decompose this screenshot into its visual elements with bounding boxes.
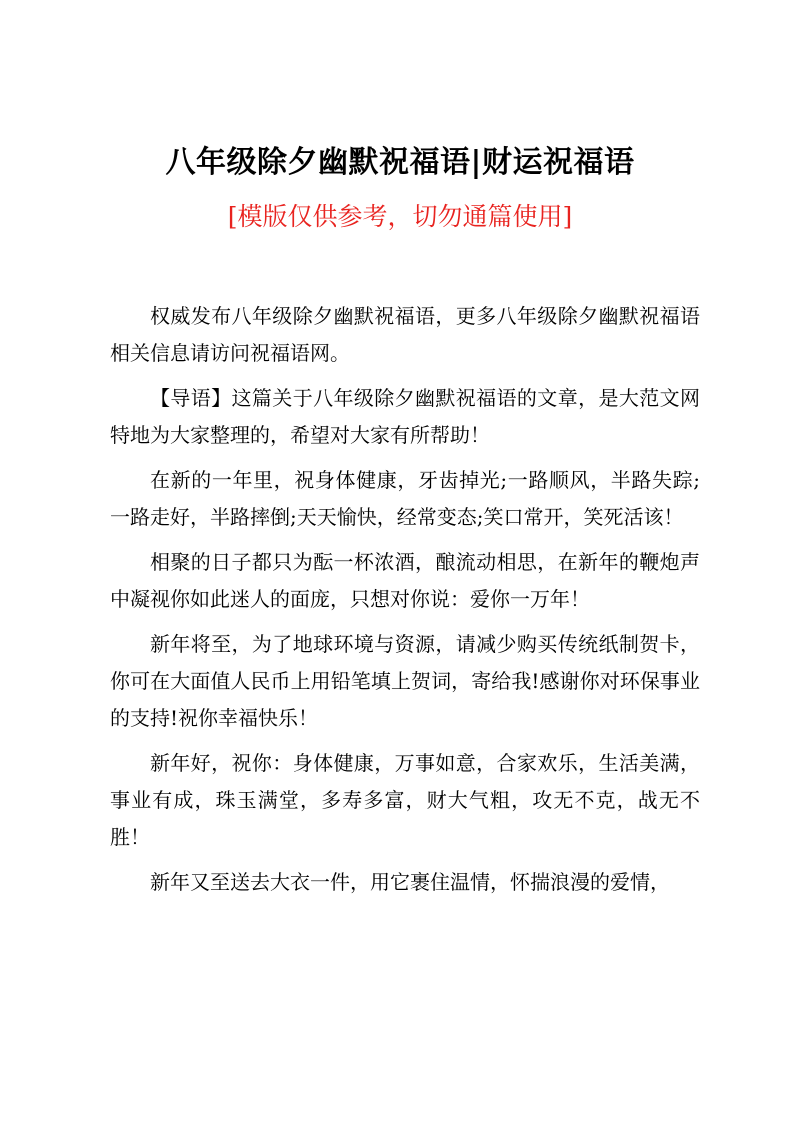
paragraph-greeting-1: 在新的一年里，祝身体健康，牙齿掉光;一路顺风，半路失踪;一路走好，半路摔倒;天天愉快，经常变态;笑口常开，笑死活该！ <box>110 468 700 529</box>
template-notice: [模版仅供参考，切勿通篇使用] <box>227 202 573 231</box>
paragraph-greeting-4: 新年好，祝你：身体健康，万事如意，合家欢乐，生活美满，事业有成，珠玉满堂，多寿多富，财大气粗，攻无不克，战无不胜！ <box>110 751 700 849</box>
document-body <box>110 298 700 909</box>
paragraph-greeting-5: 新年又至送去大衣一件，用它裹住温情，怀揣浪漫的爱情， <box>150 870 670 894</box>
paragraph-greeting-3: 新年将至，为了地球环境与资源，请减少购买传统纸制贺卡，你可在大面值人民币上用铅笔填上贺词，寄给我!感谢你对环保事业的支持!祝你幸福快乐！ <box>110 632 700 730</box>
paragraph-greeting-2: 相聚的日子都只为酝一杯浓酒，酿流动相思，在新年的鞭炮声中凝视你如此迷人的面庞，只想对你说：爱你一万年！ <box>110 550 700 611</box>
document-title: 八年级除夕幽默祝福语|财运祝福语 <box>165 145 635 180</box>
paragraph-intro: 权威发布八年级除夕幽默祝福语，更多八年级除夕幽默祝福语相关信息请访问祝福语网。 <box>110 304 700 365</box>
paragraph-lead: 【导语】这篇关于八年级除夕幽默祝福语的文章，是大范文网特地为大家整理的，希望对大家有所帮助！ <box>110 386 700 447</box>
